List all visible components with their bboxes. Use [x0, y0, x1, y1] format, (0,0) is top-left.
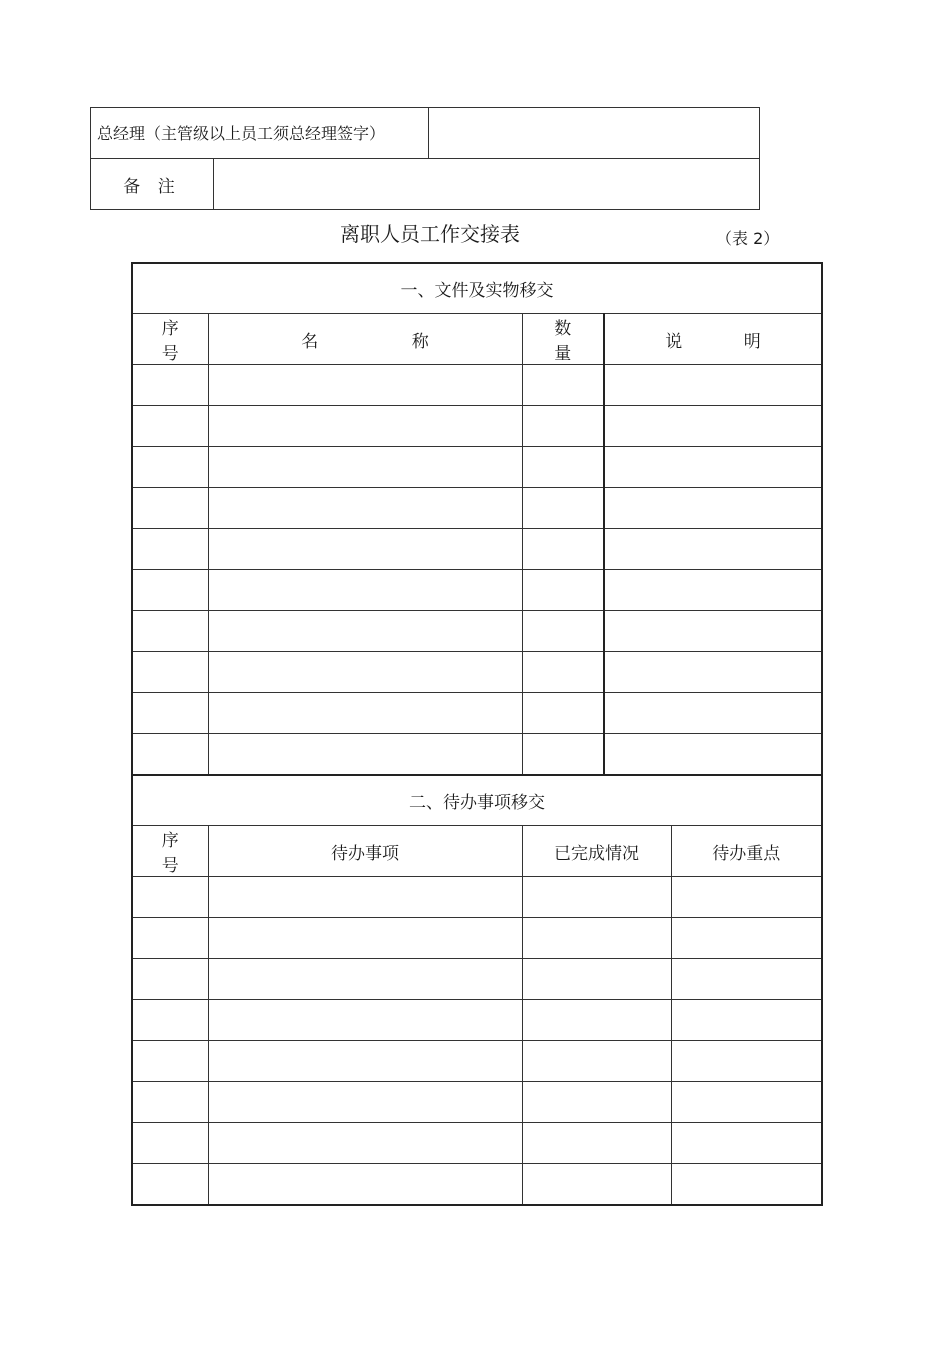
- section1-cell-name[interactable]: [208, 570, 522, 611]
- section1-cell-qty[interactable]: [522, 611, 604, 652]
- section1-row: [132, 734, 822, 776]
- section2-cell-task[interactable]: [208, 1082, 522, 1123]
- section1-cell-no[interactable]: [132, 693, 208, 734]
- section1-header-row: [132, 314, 822, 365]
- section2-cell-status[interactable]: [522, 918, 671, 959]
- section1-cell-no[interactable]: [132, 529, 208, 570]
- section2-title: 二、待办事项移交: [132, 775, 822, 826]
- handover-table: [131, 262, 823, 1206]
- section1-header-qty: 数 量: [522, 314, 604, 365]
- section2-cell-status[interactable]: [522, 1123, 671, 1164]
- section1-cell-no[interactable]: [132, 652, 208, 693]
- section1-row: [132, 447, 822, 488]
- section1-cell-no[interactable]: [132, 611, 208, 652]
- section1-cell-desc[interactable]: [604, 447, 822, 488]
- gm-signature-field[interactable]: [429, 108, 760, 159]
- section1-row: [132, 652, 822, 693]
- section1-cell-qty[interactable]: [522, 406, 604, 447]
- section1-cell-qty[interactable]: [522, 734, 604, 776]
- section2-cell-focus[interactable]: [671, 959, 822, 1000]
- gm-signature-row: [91, 108, 760, 159]
- section1-cell-no[interactable]: [132, 365, 208, 406]
- section2-cell-task[interactable]: [208, 1000, 522, 1041]
- section1-cell-name[interactable]: [208, 488, 522, 529]
- section2-row: [132, 959, 822, 1000]
- section1-cell-qty[interactable]: [522, 488, 604, 529]
- section2-header-no: 序 号: [132, 826, 208, 877]
- section2-cell-focus[interactable]: [671, 877, 822, 918]
- section2-row: [132, 1123, 822, 1164]
- remark-row: [91, 159, 760, 210]
- section1-cell-desc[interactable]: [604, 406, 822, 447]
- remark-field[interactable]: [214, 159, 760, 210]
- section2-header-task: 待办事项: [208, 826, 522, 877]
- section1-title: 一、文件及实物移交: [132, 263, 822, 314]
- section1-cell-qty[interactable]: [522, 529, 604, 570]
- section1-header-no: 序 号: [132, 314, 208, 365]
- section1-cell-qty[interactable]: [522, 447, 604, 488]
- section2-cell-task[interactable]: [208, 1123, 522, 1164]
- section1-row: [132, 365, 822, 406]
- section2-cell-focus[interactable]: [671, 1041, 822, 1082]
- section2-cell-focus[interactable]: [671, 1082, 822, 1123]
- section1-cell-name[interactable]: [208, 611, 522, 652]
- gm-signature-label: 总经理（主管级以上员工须总经理签字）: [91, 108, 429, 159]
- section1-cell-desc[interactable]: [604, 570, 822, 611]
- section2-cell-task[interactable]: [208, 1164, 522, 1206]
- section2-header-row: [132, 826, 822, 877]
- section2-cell-focus[interactable]: [671, 1164, 822, 1206]
- section2-cell-task[interactable]: [208, 1041, 522, 1082]
- section1-cell-desc[interactable]: [604, 488, 822, 529]
- section1-cell-name[interactable]: [208, 734, 522, 776]
- section2-cell-task[interactable]: [208, 918, 522, 959]
- section2-cell-no[interactable]: [132, 1082, 208, 1123]
- section1-cell-no[interactable]: [132, 488, 208, 529]
- section2-cell-focus[interactable]: [671, 918, 822, 959]
- section2-cell-task[interactable]: [208, 877, 522, 918]
- section2-row: [132, 918, 822, 959]
- section1-cell-qty[interactable]: [522, 570, 604, 611]
- section2-row: [132, 1041, 822, 1082]
- section2-cell-status[interactable]: [522, 1000, 671, 1041]
- section1-cell-name[interactable]: [208, 693, 522, 734]
- section1-header-name: 名 称: [208, 314, 522, 365]
- section1-row: [132, 406, 822, 447]
- remark-label: 备 注: [91, 159, 214, 210]
- section2-header-focus: 待办重点: [671, 826, 822, 877]
- section1-row: [132, 693, 822, 734]
- section2-row: [132, 1164, 822, 1206]
- section2-cell-status[interactable]: [522, 1082, 671, 1123]
- section2-cell-no[interactable]: [132, 1123, 208, 1164]
- section2-cell-no[interactable]: [132, 959, 208, 1000]
- section1-cell-desc[interactable]: [604, 652, 822, 693]
- section1-cell-desc[interactable]: [604, 734, 822, 776]
- section1-cell-no[interactable]: [132, 570, 208, 611]
- section2-cell-no[interactable]: [132, 918, 208, 959]
- section1-cell-qty[interactable]: [522, 652, 604, 693]
- section1-cell-desc[interactable]: [604, 529, 822, 570]
- section2-row: [132, 1000, 822, 1041]
- section1-cell-qty[interactable]: [522, 365, 604, 406]
- section1-cell-name[interactable]: [208, 529, 522, 570]
- form-number: （表 2）: [716, 229, 780, 248]
- section2-cell-status[interactable]: [522, 959, 671, 1000]
- section1-cell-no[interactable]: [132, 406, 208, 447]
- section1-cell-qty[interactable]: [522, 693, 604, 734]
- section1-cell-name[interactable]: [208, 406, 522, 447]
- section2-cell-task[interactable]: [208, 959, 522, 1000]
- section2-header-status: 已完成情况: [522, 826, 671, 877]
- section2-cell-status[interactable]: [522, 1041, 671, 1082]
- section1-cell-name[interactable]: [208, 365, 522, 406]
- section2-cell-status[interactable]: [522, 1164, 671, 1206]
- section2-cell-focus[interactable]: [671, 1000, 822, 1041]
- section1-row: [132, 488, 822, 529]
- section2-cell-no[interactable]: [132, 1041, 208, 1082]
- section2-row: [132, 1082, 822, 1123]
- section2-cell-no[interactable]: [132, 1000, 208, 1041]
- form-title: 离职人员工作交接表: [340, 222, 520, 246]
- section2-row: [132, 877, 822, 918]
- section2-cell-no[interactable]: [132, 877, 208, 918]
- section2-cell-no[interactable]: [132, 1164, 208, 1206]
- section2-cell-status[interactable]: [522, 877, 671, 918]
- section1-row: [132, 529, 822, 570]
- section1-row: [132, 570, 822, 611]
- section1-cell-desc[interactable]: [604, 693, 822, 734]
- section1-cell-no[interactable]: [132, 734, 208, 776]
- section1-cell-name[interactable]: [208, 447, 522, 488]
- approval-table: [90, 107, 760, 210]
- section2-cell-focus[interactable]: [671, 1123, 822, 1164]
- section1-cell-no[interactable]: [132, 447, 208, 488]
- section1-cell-desc[interactable]: [604, 611, 822, 652]
- section1-header-desc: 说 明: [604, 314, 822, 365]
- section1-cell-name[interactable]: [208, 652, 522, 693]
- section1-row: [132, 611, 822, 652]
- section1-cell-desc[interactable]: [604, 365, 822, 406]
